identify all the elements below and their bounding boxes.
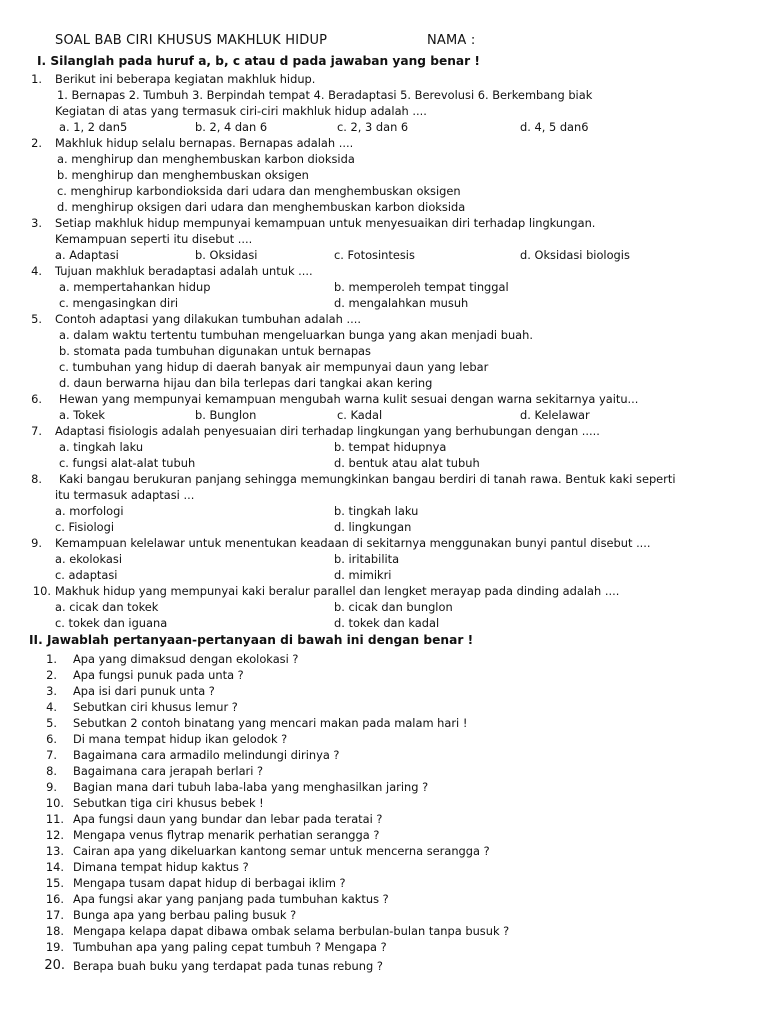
option-a: a. 1, 2 dan5 [59,120,128,134]
option-c: c. tumbuhan yang hidup di daerah banyak air mempunyai daun yang lebar [59,360,489,374]
essay-question: Berapa buah buku yang terdapat pada tunas rebung ? [73,959,383,973]
essay-number: 4. [46,700,57,714]
question-text: Kemampuan kelelawar untuk menentukan keadaan di sekitarnya menggunakan bunyi pantul disebut .... [55,536,651,550]
question-text: Berikut ini beberapa kegiatan makhluk hidup. [55,72,316,86]
essay-number: 20. [44,958,65,973]
essay-question: Sebutkan ciri khusus lemur ? [73,700,238,714]
option-b: b. Oksidasi [195,248,258,262]
essay-question: Sebutkan tiga ciri khusus bebek ! [73,796,264,810]
essay-number: 15. [45,876,64,890]
question-text: itu termasuk adaptasi ... [55,488,195,502]
essay-number: 14. [45,860,64,874]
question-number: 7. [31,424,42,438]
essay-question: Di mana tempat hidup ikan gelodok ? [73,732,288,746]
essay-question: Tumbuhan apa yang paling cepat tumbuh ? Mengapa ? [73,940,387,954]
option-b: b. iritabilita [334,552,400,566]
essay-number: 5. [46,716,57,730]
essay-question: Mengapa venus flytrap menarik perhatian serangga ? [73,828,380,842]
option-c: c. 2, 3 dan 6 [337,120,409,134]
question-text: Setiap makhluk hidup mempunyai kemampuan untuk menyesuaikan diri terhadap lingkungan. [55,216,596,230]
question-text: 1. Bernapas 2. Tumbuh 3. Berpindah tempat 4. Beradaptasi 5. Berevolusi 6. Berkembang biak [57,88,593,102]
essay-question: Bagian mana dari tubuh laba-laba yang menghasilkan jaring ? [73,780,429,794]
essay-question: Apa yang dimaksud dengan ekolokasi ? [73,652,299,666]
essay-number: 10. [45,796,64,810]
question-text: Kaki bangau berukuran panjang sehingga memungkinkan bangau berdiri di tanah rawa. Bentuk kaki seperti [59,472,676,486]
essay-number: 1. [46,652,57,666]
essay-number: 16. [45,892,64,906]
option-d: d. Oksidasi biologis [520,248,630,262]
question-text: Makhuk hidup yang mempunyai kaki beralur parallel dan lengket merayap pada dinding adalah .... [55,584,620,598]
question-number: 5. [31,312,42,326]
essay-number: 12. [45,828,64,842]
question-text: Adaptasi fisiologis adalah penyesuaian diri terhadap lingkungan yang berhubungan dengan ..... [55,424,600,438]
option-d: d. mengalahkan musuh [334,296,469,310]
option-c: c. tokek dan iguana [55,616,168,630]
essay-number: 6. [46,732,57,746]
question-number: 8. [31,472,42,486]
option-c: c. Fotosintesis [334,248,415,262]
essay-question: Apa isi dari punuk unta ? [73,684,215,698]
question-number: 3. [31,216,42,230]
essay-number: 17. [45,908,64,922]
essay-number: 13. [45,844,64,858]
option-c: c. mengasingkan diri [59,296,179,310]
option-c: c. menghirup karbondioksida dari udara dan menghembuskan oksigen [57,184,461,198]
question-text: Tujuan makhluk beradaptasi adalah untuk .... [55,264,313,278]
question-number: 6. [31,392,42,406]
option-a: a. cicak dan tokek [55,600,159,614]
essay-question: Bunga apa yang berbau paling busuk ? [73,908,297,922]
question-text: Hewan yang mempunyai kemampuan mengubah warna kulit sesuai dengan warna sekitarnya yaitu... [59,392,639,406]
essay-number: 2. [46,668,57,682]
question-number: 2. [31,136,42,150]
option-c: c. adaptasi [55,568,118,582]
option-b: b. tempat hidupnya [334,440,447,454]
section-1-heading: I. Silanglah pada huruf a, b, c atau d pada jawaban yang benar ! [37,54,480,68]
option-a: a. menghirup dan menghembuskan karbon dioksida [57,152,355,166]
question-number: 1. [31,72,42,86]
essay-number: 8. [46,764,57,778]
option-b: b. menghirup dan menghembuskan oksigen [57,168,309,182]
section-2-heading: II. Jawablah pertanyaan-pertanyaan di bawah ini dengan benar ! [29,633,474,647]
question-number: 4. [31,264,42,278]
option-b: b. Bunglon [195,408,257,422]
essay-question: Mengapa tusam dapat hidup di berbagai iklim ? [73,876,346,890]
essay-question: Apa fungsi daun yang bundar dan lebar pada teratai ? [73,812,383,826]
option-b: b. tingkah laku [334,504,419,518]
essay-question: Cairan apa yang dikeluarkan kantong semar untuk mencerna serangga ? [73,844,490,858]
option-a: a. Adaptasi [55,248,119,262]
option-c: c. Fisiologi [55,520,114,534]
option-d: d. Kelelawar [520,408,590,422]
essay-number: 11. [45,812,64,826]
question-text: Kegiatan di atas yang termasuk ciri-ciri makhluk hidup adalah .... [55,104,427,118]
question-text: Makhluk hidup selalu bernapas. Bernapas adalah .... [55,136,354,150]
question-number: 9. [31,536,42,550]
essay-question: Bagaimana cara jerapah berlari ? [73,764,264,778]
question-number: 10. [32,584,51,598]
essay-number: 7. [46,748,57,762]
page-title: SOAL BAB CIRI KHUSUS MAKHLUK HIDUP [55,33,328,48]
essay-question: Sebutkan 2 contoh binatang yang mencari makan pada malam hari ! [73,716,468,730]
option-b: b. 2, 4 dan 6 [195,120,268,134]
option-a: a. tingkah laku [59,440,144,454]
option-d: d. lingkungan [334,520,412,534]
essay-question: Mengapa kelapa dapat dibawa ombak selama berbulan-bulan tanpa busuk ? [73,924,510,938]
question-text: Kemampuan seperti itu disebut .... [55,232,253,246]
option-d: d. menghirup oksigen dari udara dan menghembuskan karbon dioksida [57,200,466,214]
option-d: d. mimikri [334,568,392,582]
option-a: a. mempertahankan hidup [59,280,211,294]
name-label: NAMA : [427,33,476,48]
option-d: d. daun berwarna hijau dan bila terlepas dari tangkai akan kering [59,376,433,390]
option-d: d. 4, 5 dan6 [520,120,589,134]
essay-question: Apa fungsi punuk pada unta ? [73,668,244,682]
essay-number: 9. [46,780,57,794]
essay-number: 18. [45,924,64,938]
option-a: a. ekolokasi [55,552,122,566]
option-b: b. stomata pada tumbuhan digunakan untuk bernapas [59,344,371,358]
option-b: b. cicak dan bunglon [334,600,453,614]
essay-number: 3. [46,684,57,698]
option-c: c. fungsi alat-alat tubuh [59,456,196,470]
option-a: a. dalam waktu tertentu tumbuhan mengeluarkan bunga yang akan menjadi buah. [59,328,533,342]
essay-number: 19. [45,940,64,954]
option-a: a. morfologi [55,504,124,518]
option-b: b. memperoleh tempat tinggal [334,280,509,294]
option-d: d. tokek dan kadal [334,616,440,630]
question-text: Contoh adaptasi yang dilakukan tumbuhan adalah .... [55,312,361,326]
essay-question: Bagaimana cara armadilo melindungi dirinya ? [73,748,340,762]
option-c: c. Kadal [337,408,383,422]
essay-question: Dimana tempat hidup kaktus ? [73,860,249,874]
option-a: a. Tokek [59,408,106,422]
option-d: d. bentuk atau alat tubuh [334,456,480,470]
essay-question: Apa fungsi akar yang panjang pada tumbuhan kaktus ? [73,892,389,906]
